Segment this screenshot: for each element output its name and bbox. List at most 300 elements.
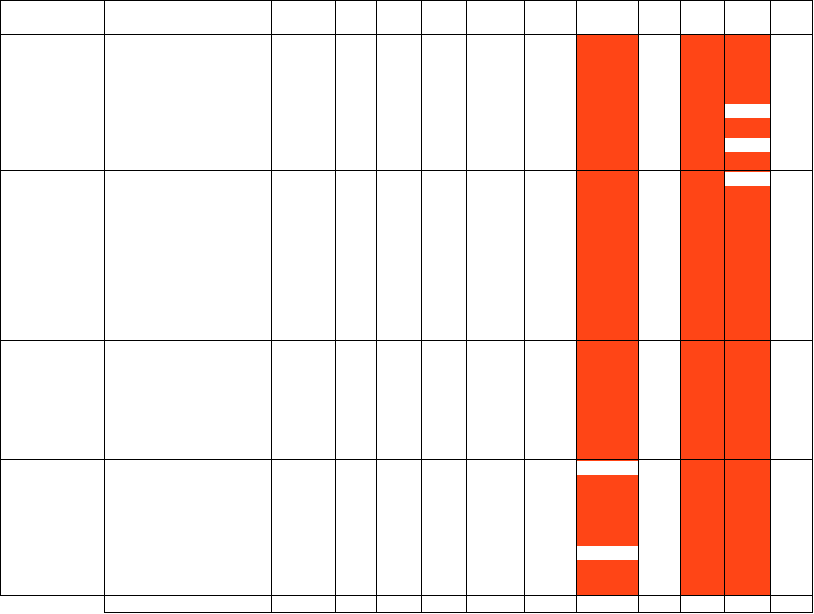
total-max[interactable] [421,595,466,612]
moy-value[interactable] [335,323,376,340]
faction-label[interactable] [0,340,104,357]
xp-or-value[interactable] [466,561,524,578]
fouteur-value[interactable] [524,34,576,51]
moy-value[interactable] [335,68,376,85]
s-per-value[interactable] [724,102,770,119]
total-value[interactable] [770,357,812,374]
total-value[interactable] [770,102,812,119]
total-value[interactable] [770,493,812,510]
z-value[interactable] [271,323,335,340]
yogi-value[interactable] [638,221,680,238]
fouteur-value[interactable] [524,102,576,119]
moy-value[interactable] [335,493,376,510]
max-value[interactable] [421,204,466,221]
min-value[interactable] [376,119,421,136]
min-value[interactable] [376,34,421,51]
max-value[interactable] [421,544,466,561]
total-lana[interactable] [680,595,724,612]
max-value[interactable] [421,289,466,306]
z-value[interactable] [271,187,335,204]
z-value[interactable] [271,408,335,425]
z-value[interactable] [271,170,335,187]
header-s-per[interactable] [724,1,770,34]
z-value[interactable] [271,374,335,391]
xp-or-value[interactable] [466,408,524,425]
fouteur-value[interactable] [524,85,576,102]
moy-value[interactable] [335,357,376,374]
moy-value[interactable] [335,204,376,221]
zone-name[interactable] [104,68,271,85]
header-taux-nuisance[interactable] [576,1,638,34]
min-value[interactable] [376,357,421,374]
max-value[interactable] [421,85,466,102]
yogi-value[interactable] [638,170,680,187]
xp-or-value[interactable] [466,357,524,374]
yogi-value[interactable] [638,306,680,323]
max-value[interactable] [421,391,466,408]
zone-name[interactable] [104,425,271,442]
zone-name[interactable] [104,561,271,578]
xp-or-value[interactable] [466,272,524,289]
fouteur-value[interactable] [524,170,576,187]
zone-name[interactable] [104,391,271,408]
fouteur-value[interactable] [524,374,576,391]
moy-value[interactable] [335,34,376,51]
fouteur-value[interactable] [524,340,576,357]
yogi-value[interactable] [638,442,680,459]
total-value[interactable] [770,204,812,221]
zone-name[interactable] [104,340,271,357]
moy-value[interactable] [335,459,376,476]
fouteur-value[interactable] [524,578,576,595]
yogi-value[interactable] [638,68,680,85]
max-value[interactable] [421,340,466,357]
max-value[interactable] [421,119,466,136]
zone-name[interactable] [104,204,271,221]
yogi-value[interactable] [638,408,680,425]
xp-or-value[interactable] [466,544,524,561]
min-value[interactable] [376,272,421,289]
fouteur-value[interactable] [524,323,576,340]
min-value[interactable] [376,204,421,221]
min-value[interactable] [376,374,421,391]
moy-value[interactable] [335,289,376,306]
zone-name[interactable] [104,476,271,493]
total-value[interactable] [770,272,812,289]
total-value[interactable] [770,255,812,272]
z-value[interactable] [271,272,335,289]
z-value[interactable] [271,289,335,306]
total-value[interactable] [770,425,812,442]
fouteur-value[interactable] [524,68,576,85]
min-value[interactable] [376,442,421,459]
total-yogi[interactable] [638,595,680,612]
xp-or-value[interactable] [466,459,524,476]
xp-or-value[interactable] [466,340,524,357]
moy-value[interactable] [335,187,376,204]
max-value[interactable] [421,136,466,153]
xp-or-value[interactable] [466,221,524,238]
min-value[interactable] [376,544,421,561]
total-value[interactable] [770,85,812,102]
xp-or-value[interactable] [466,255,524,272]
s-per-value[interactable] [724,170,770,187]
max-value[interactable] [421,442,466,459]
taux-nuisance-value[interactable] [576,459,638,476]
z-value[interactable] [271,119,335,136]
moy-value[interactable] [335,442,376,459]
yogi-value[interactable] [638,476,680,493]
fouteur-value[interactable] [524,187,576,204]
max-value[interactable] [421,170,466,187]
moy-value[interactable] [335,578,376,595]
fouteur-value[interactable] [524,153,576,170]
fouteur-value[interactable] [524,357,576,374]
moy-value[interactable] [335,85,376,102]
z-value[interactable] [271,85,335,102]
max-value[interactable] [421,459,466,476]
min-value[interactable] [376,153,421,170]
z-value[interactable] [271,425,335,442]
zone-name[interactable] [104,357,271,374]
total-value[interactable] [770,221,812,238]
faction-label[interactable] [0,34,104,51]
max-value[interactable] [421,68,466,85]
zone-name[interactable] [104,85,271,102]
moy-value[interactable] [335,391,376,408]
xp-or-value[interactable] [466,442,524,459]
fouteur-value[interactable] [524,391,576,408]
zone-name[interactable] [104,459,271,476]
xp-or-value[interactable] [466,425,524,442]
min-value[interactable] [376,51,421,68]
zone-name[interactable] [104,323,271,340]
z-value[interactable] [271,544,335,561]
total-total[interactable] [770,595,812,612]
yogi-value[interactable] [638,578,680,595]
total-value[interactable] [770,391,812,408]
zone-name[interactable] [104,238,271,255]
z-value[interactable] [271,561,335,578]
max-value[interactable] [421,561,466,578]
xp-or-value[interactable] [466,136,524,153]
zone-name[interactable] [104,187,271,204]
yogi-value[interactable] [638,527,680,544]
total-value[interactable] [770,578,812,595]
min-value[interactable] [376,136,421,153]
yogi-value[interactable] [638,153,680,170]
xp-or-value[interactable] [466,204,524,221]
header-max[interactable] [421,1,466,34]
zone-name[interactable] [104,119,271,136]
total-value[interactable] [770,442,812,459]
moy-value[interactable] [335,255,376,272]
total-value[interactable] [770,238,812,255]
yogi-value[interactable] [638,51,680,68]
yogi-value[interactable] [638,425,680,442]
min-value[interactable] [376,493,421,510]
yogi-value[interactable] [638,187,680,204]
min-value[interactable] [376,391,421,408]
max-value[interactable] [421,578,466,595]
min-value[interactable] [376,170,421,187]
min-value[interactable] [376,527,421,544]
z-value[interactable] [271,510,335,527]
z-value[interactable] [271,493,335,510]
max-value[interactable] [421,527,466,544]
xp-or-value[interactable] [466,119,524,136]
z-value[interactable] [271,136,335,153]
z-value[interactable] [271,102,335,119]
total-s-per[interactable] [724,595,770,612]
z-value[interactable] [271,204,335,221]
min-value[interactable] [376,323,421,340]
yogi-value[interactable] [638,272,680,289]
fouteur-value[interactable] [524,119,576,136]
z-value[interactable] [271,306,335,323]
total-value[interactable] [770,510,812,527]
min-value[interactable] [376,578,421,595]
min-value[interactable] [376,408,421,425]
xp-or-value[interactable] [466,68,524,85]
max-value[interactable] [421,272,466,289]
total-value[interactable] [770,459,812,476]
total-value[interactable] [770,289,812,306]
zone-name[interactable] [104,255,271,272]
xp-or-value[interactable] [466,102,524,119]
xp-or-value[interactable] [466,85,524,102]
z-value[interactable] [271,238,335,255]
yogi-value[interactable] [638,34,680,51]
total-value[interactable] [770,34,812,51]
zone-name[interactable] [104,578,271,595]
yogi-value[interactable] [638,85,680,102]
header-fouteur[interactable] [524,1,576,34]
xp-or-value[interactable] [466,289,524,306]
zone-name[interactable] [104,34,271,51]
moy-value[interactable] [335,425,376,442]
total-value[interactable] [770,340,812,357]
moy-value[interactable] [335,119,376,136]
min-value[interactable] [376,425,421,442]
moy-value[interactable] [335,374,376,391]
fouteur-value[interactable] [524,136,576,153]
moy-value[interactable] [335,51,376,68]
yogi-value[interactable] [638,561,680,578]
total-value[interactable] [770,153,812,170]
moy-value[interactable] [335,510,376,527]
moy-value[interactable] [335,136,376,153]
moy-value[interactable] [335,306,376,323]
fouteur-value[interactable] [524,51,576,68]
moy-value[interactable] [335,272,376,289]
header-yogi[interactable] [638,1,680,34]
moy-value[interactable] [335,221,376,238]
faction-label[interactable] [0,170,104,187]
min-value[interactable] [376,510,421,527]
max-value[interactable] [421,510,466,527]
yogi-value[interactable] [638,102,680,119]
zone-name[interactable] [104,544,271,561]
fouteur-value[interactable] [524,476,576,493]
total-taux-nuisance[interactable] [576,595,638,612]
zone-name[interactable] [104,136,271,153]
max-value[interactable] [421,306,466,323]
xp-or-value[interactable] [466,493,524,510]
moy-value[interactable] [335,102,376,119]
z-value[interactable] [271,153,335,170]
min-value[interactable] [376,476,421,493]
max-value[interactable] [421,408,466,425]
total-fouteur[interactable] [524,595,576,612]
xp-or-value[interactable] [466,187,524,204]
zone-name[interactable] [104,51,271,68]
total-value[interactable] [770,306,812,323]
yogi-value[interactable] [638,510,680,527]
total-value[interactable] [770,170,812,187]
zone-name[interactable] [104,510,271,527]
moy-value[interactable] [335,527,376,544]
zone-name[interactable] [104,153,271,170]
total-value[interactable] [770,476,812,493]
z-value[interactable] [271,68,335,85]
fouteur-value[interactable] [524,459,576,476]
xp-or-value[interactable] [466,578,524,595]
min-value[interactable] [376,102,421,119]
moy-value[interactable] [335,170,376,187]
total-value[interactable] [770,527,812,544]
yogi-value[interactable] [638,391,680,408]
xp-or-value[interactable] [466,323,524,340]
z-value[interactable] [271,527,335,544]
total-value[interactable] [770,544,812,561]
max-value[interactable] [421,476,466,493]
min-value[interactable] [376,340,421,357]
zone-name[interactable] [104,221,271,238]
yogi-value[interactable] [638,493,680,510]
min-value[interactable] [376,238,421,255]
yogi-value[interactable] [638,255,680,272]
fouteur-value[interactable] [524,289,576,306]
header-z[interactable] [271,1,335,34]
yogi-value[interactable] [638,119,680,136]
max-value[interactable] [421,102,466,119]
xp-or-value[interactable] [466,170,524,187]
total-value[interactable] [770,561,812,578]
fouteur-value[interactable] [524,238,576,255]
xp-or-value[interactable] [466,306,524,323]
z-value[interactable] [271,34,335,51]
fouteur-value[interactable] [524,493,576,510]
total-value[interactable] [770,323,812,340]
total-value[interactable] [770,408,812,425]
min-value[interactable] [376,561,421,578]
moy-value[interactable] [335,476,376,493]
max-value[interactable] [421,221,466,238]
max-value[interactable] [421,238,466,255]
yogi-value[interactable] [638,357,680,374]
fouteur-value[interactable] [524,272,576,289]
header-lana[interactable] [680,1,724,34]
total-value[interactable] [770,51,812,68]
xp-or-value[interactable] [466,510,524,527]
xp-or-value[interactable] [466,391,524,408]
total-value[interactable] [770,68,812,85]
moy-value[interactable] [335,544,376,561]
zone-name[interactable] [104,170,271,187]
fouteur-value[interactable] [524,204,576,221]
yogi-value[interactable] [638,136,680,153]
s-per-value[interactable] [724,136,770,153]
z-value[interactable] [271,578,335,595]
min-value[interactable] [376,306,421,323]
max-value[interactable] [421,323,466,340]
moy-value[interactable] [335,340,376,357]
fouteur-value[interactable] [524,527,576,544]
yogi-value[interactable] [638,459,680,476]
fouteur-value[interactable] [524,221,576,238]
yogi-value[interactable] [638,340,680,357]
xp-or-value[interactable] [466,238,524,255]
total-value[interactable] [770,136,812,153]
xp-or-value[interactable] [466,153,524,170]
fouteur-value[interactable] [524,510,576,527]
z-value[interactable] [271,391,335,408]
max-value[interactable] [421,255,466,272]
z-value[interactable] [271,340,335,357]
xp-or-value[interactable] [466,476,524,493]
moy-value[interactable] [335,561,376,578]
xp-or-value[interactable] [466,51,524,68]
taux-nuisance-value[interactable] [576,544,638,561]
total-z[interactable] [271,595,335,612]
max-value[interactable] [421,357,466,374]
max-value[interactable] [421,34,466,51]
fouteur-value[interactable] [524,255,576,272]
fouteur-value[interactable] [524,425,576,442]
max-value[interactable] [421,187,466,204]
zone-name[interactable] [104,408,271,425]
total-min[interactable] [376,595,421,612]
fouteur-value[interactable] [524,306,576,323]
xp-or-value[interactable] [466,34,524,51]
moy-value[interactable] [335,238,376,255]
total-value[interactable] [770,187,812,204]
min-value[interactable] [376,289,421,306]
z-value[interactable] [271,221,335,238]
faction-label[interactable] [0,459,104,476]
z-value[interactable] [271,476,335,493]
header-total[interactable] [770,1,812,34]
header-xp-or[interactable] [466,1,524,34]
zone-name[interactable] [104,306,271,323]
min-value[interactable] [376,187,421,204]
zone-name[interactable] [104,272,271,289]
min-value[interactable] [376,221,421,238]
min-value[interactable] [376,255,421,272]
zone-name[interactable] [104,493,271,510]
z-value[interactable] [271,51,335,68]
zone-name[interactable] [104,374,271,391]
total-value[interactable] [770,374,812,391]
max-value[interactable] [421,493,466,510]
zone-name[interactable] [104,289,271,306]
zone-name[interactable] [104,527,271,544]
header-zone[interactable] [104,1,271,34]
yogi-value[interactable] [638,544,680,561]
header-moy[interactable] [335,1,376,34]
zone-name[interactable] [104,102,271,119]
